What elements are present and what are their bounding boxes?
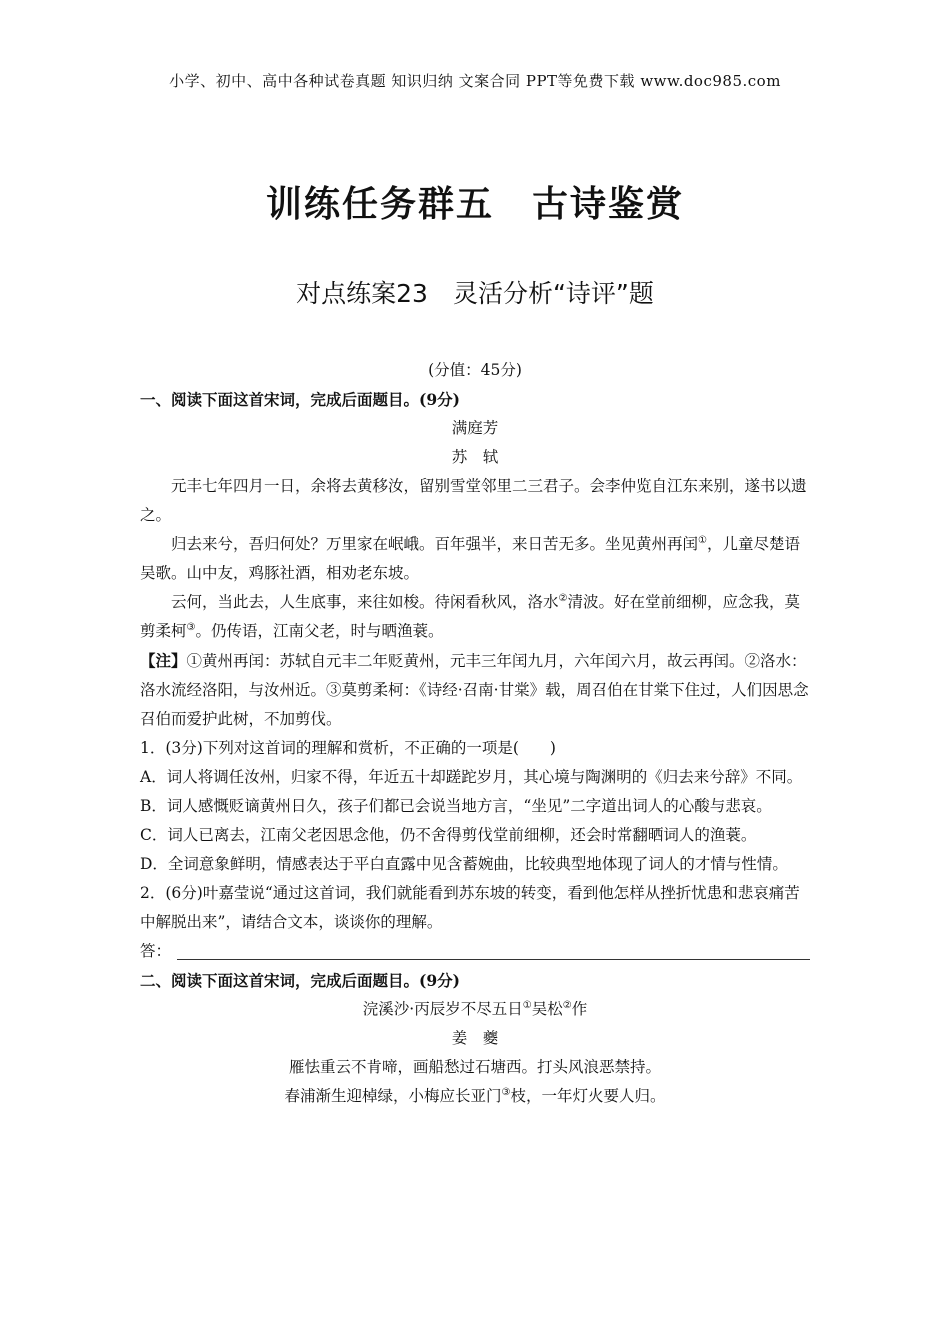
site-header: 小学、初中、高中各种试卷真题 知识归纳 文案合同 PPT等免费下载 www.doc985.com	[169, 72, 781, 90]
poem1-stanza1: 归去来兮，吾归何处？万里家在岷峨。百年强半，来日苦无多。坐见黄州再闰①，儿童尽楚语吴歌。山中友，鸡豚社酒，相劝老东坡。	[140, 534, 800, 582]
page-title: 训练任务群五 古诗鉴赏	[265, 184, 684, 225]
section2-heading: 二、阅读下面这首宋词，完成后面题目。(9分)	[140, 971, 460, 990]
page-subtitle: 对点练案23 灵活分析“诗评”题	[296, 279, 654, 308]
question-2: 2．(6分)叶嘉莹说“通过这首词，我们就能看到苏东坡的转变，看到他怎样从挫折忧患和悲哀痛苦中解脱出来”，请结合文本，谈谈你的理解。	[140, 884, 800, 931]
poem1-author: 苏 轼	[451, 448, 499, 466]
poem1-title: 满庭芳	[451, 419, 499, 437]
poem1-notes: 【注】①黄州再闰：苏轼自元丰二年贬黄州，元丰三年闰九月，六年闰六月，故云再闰。②洛水：洛水流经洛阳，与汝州近。③莫剪柔柯：《诗经·召南·甘棠》载，周召伯在甘棠下住过，人们因思念召伯而爱护此树，不加剪伐。	[140, 651, 809, 728]
score-total: (分值：45分)	[428, 361, 522, 379]
option-c: C．词人已离去，江南父老因思念他，仍不舍得剪伐堂前细柳，还会时常翻晒词人的渔蓑。	[140, 826, 757, 844]
answer-line[interactable]	[140, 937, 810, 966]
answer-label: 答：	[140, 942, 172, 960]
section1-heading: 一、阅读下面这首宋词，完成后面题目。(9分)	[140, 390, 460, 409]
answer-rule[interactable]	[177, 939, 810, 960]
poem1-preface: 元丰七年四月一日，余将去黄移汝，留别雪堂邻里二三君子。会李仲览自江东来别，遂书以遗之。	[140, 477, 807, 524]
poem2-title: 浣溪沙·丙辰岁不尽五日①吴松②作	[362, 999, 588, 1018]
poem2-line2: 春浦渐生迎棹绿，小梅应长亚门③枝，一年灯火要人归。	[284, 1086, 666, 1105]
option-d: D．全词意象鲜明，情感表达于平白直露中见含蓄婉曲，比较典型地体现了词人的才情与性情。	[140, 855, 788, 873]
main-content	[140, 356, 810, 1111]
option-a: A．词人将调任汝州，归家不得，年近五十却蹉跎岁月，其心境与陶渊明的《归去来兮辞》不同。	[140, 768, 803, 786]
option-b: B．词人感慨贬谪黄州日久，孩子们都已会说当地方言，“坐见”二字道出词人的心酸与悲哀。	[140, 797, 772, 815]
poem2-author: 姜 夔	[451, 1029, 499, 1047]
question-1: 1．(3分)下列对这首词的理解和赏析，不正确的一项是( )	[140, 739, 556, 757]
poem1-stanza2: 云何，当此去，人生底事，来往如梭。待闲看秋风，洛水②清波。好在堂前细柳，应念我，莫剪柔柯③。仍传语，江南父老，时与晒渔蓑。	[140, 592, 800, 640]
poem2-line1: 雁怯重云不肯啼，画船愁过石塘西。打头风浪恶禁持。	[288, 1058, 661, 1076]
